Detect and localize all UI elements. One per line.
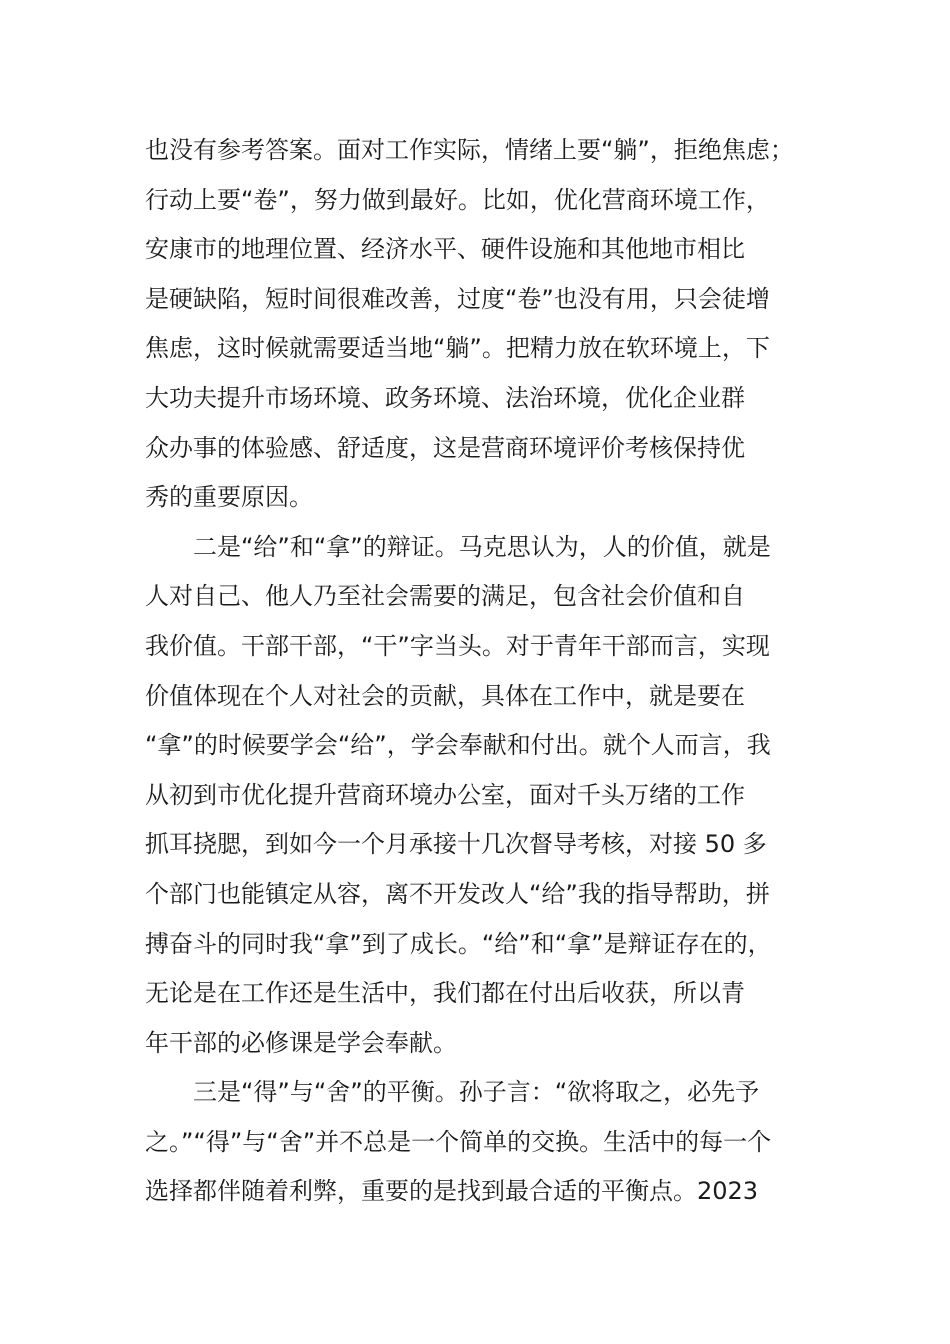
- text-line-12: 价值体现在个人对社会的贡献，具体在工作中，就是要在: [145, 681, 745, 710]
- text-line-3: 安康市的地理位置、经济水平、硬件设施和其他地市相比: [145, 235, 745, 264]
- text-line-15: 抓耳挠腮，到如今一个月承接十几次督导考核，对接 50 多: [145, 830, 767, 859]
- paragraph-2-line-1: 二是“给”和“拿”的辩证。马克思认为，人的价值，就是: [145, 532, 771, 561]
- text-line-8: 秀的重要原因。: [145, 483, 313, 512]
- text-line-5: 焦虑，这时候就需要适当地“躺”。把精力放在软环境上，下: [145, 334, 770, 363]
- text-line-2: 行动上要“卷”，努力做到最好。比如，优化营商环境工作，: [145, 185, 770, 214]
- text-line-1: 也没有参考答案。面对工作实际，情绪上要“躺”，拒绝焦虑；: [145, 136, 794, 164]
- text-line-6: 大功夫提升市场环境、政务环境、法治环境，优化企业群: [145, 383, 745, 412]
- text-line-16: 个部门也能镇定从容，离不开发改人“给”我的指导帮助，拼: [145, 879, 770, 908]
- text-line-13: “拿”的时候要学会“给”，学会奉献和付出。就个人而言，我: [145, 731, 771, 760]
- text-line-11: 我价值。干部干部，“干”字当头。对于青年干部而言，实现: [145, 631, 770, 660]
- text-line-19: 年干部的必修课是学会奉献。: [145, 1028, 457, 1057]
- text-line-18: 无论是在工作还是生活中，我们都在付出后收获，所以青: [145, 979, 745, 1008]
- text-line-21: 之。”“得”与“舍”并不总是一个简单的交换。生活中的每一个: [145, 1127, 772, 1156]
- text-line-22: 选择都伴随着利弊，重要的是找到最合适的平衡点。2023: [145, 1177, 759, 1206]
- text-line-7: 众办事的体验感、舒适度，这是营商环境评价考核保持优: [145, 433, 745, 462]
- text-line-10: 人对自己、他人乃至社会需要的满足，包含社会价值和自: [145, 582, 745, 611]
- document-body: [145, 126, 845, 1217]
- text-line-17: 搏奋斗的同时我“拿”到了成长。“给”和“拿”是辩证存在的，: [145, 929, 772, 958]
- paragraph-3-line-1: 三是“得”与“舍”的平衡。孙子言：“欲将取之，必先予: [145, 1078, 760, 1107]
- text-line-14: 从初到市优化提升营商环境办公室，面对千头万绪的工作: [145, 780, 745, 809]
- text-line-4: 是硬缺陷，短时间很难改善，过度“卷”也没有用，只会徒增: [145, 284, 770, 313]
